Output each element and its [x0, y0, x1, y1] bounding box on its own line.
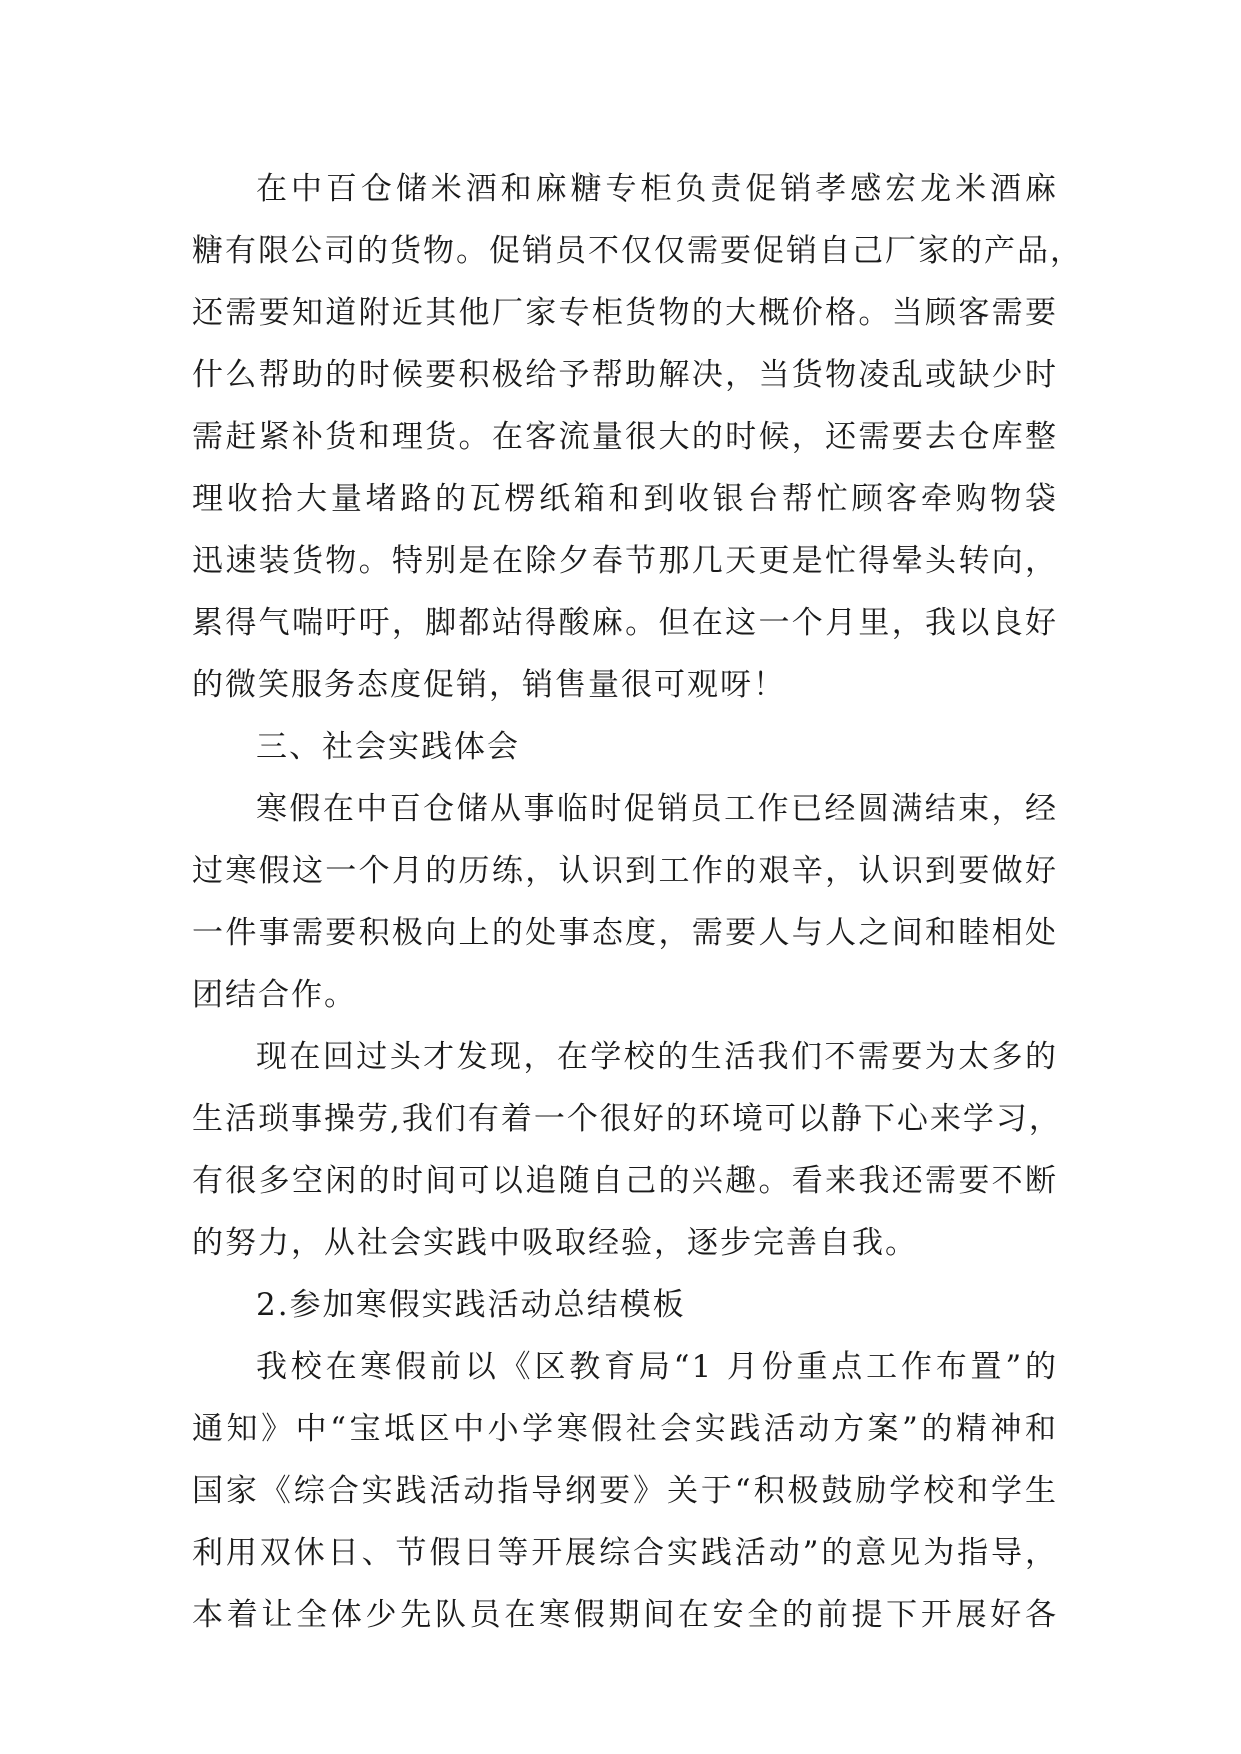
text-line: 的努力，从社会实践中吸取经验，逐步完善自我。 [192, 1225, 918, 1261]
text-line: 什么帮助的时候要积极给予帮助解决，当货物凌乱或缺少时 [192, 357, 1058, 393]
text-line: 累得气喘吁吁，脚都站得酸麻。但在这一个月里，我以良好 [192, 605, 1058, 641]
text-line: 需赶紧补货和理货。在客流量很大的时候，还需要去仓库整 [192, 419, 1058, 455]
text-line: 生活琐事操劳,我们有着一个很好的环境可以静下心来学习， [192, 1101, 1062, 1137]
text-line: 利用双休日、节假日等开展综合实践活动”的意见为指导， [192, 1535, 1058, 1571]
text-line: 有很多空闲的时间可以追随自己的兴趣。看来我还需要不断 [192, 1163, 1058, 1199]
text-line: 一件事需要积极向上的处事态度，需要人与人之间和睦相处 [192, 915, 1058, 951]
text-line: 寒假在中百仓储从事临时促销员工作已经圆满结束，经 [256, 791, 1058, 827]
text-line: 2.参加寒假实践活动总结模板 [256, 1287, 686, 1323]
text-line: 现在回过头才发现，在学校的生活我们不需要为太多的 [256, 1039, 1058, 1075]
text-line: 通知》中“宝坻区中小学寒假社会实践活动方案”的精神和 [192, 1411, 1058, 1447]
text-line: 在中百仓储米酒和麻糖专柜负责促销孝感宏龙米酒麻 [256, 171, 1058, 207]
text-line: 团结合作。 [192, 977, 357, 1013]
text-line: 的微笑服务态度促销，销售量很可观呀！ [192, 667, 786, 703]
text-line: 糖有限公司的货物。促销员不仅仅需要促销自己厂家的产品， [192, 233, 1083, 269]
text-line: 三、社会实践体会 [256, 729, 520, 765]
text-line: 迅速装货物。特别是在除夕春节那几天更是忙得晕头转向， [192, 543, 1058, 579]
text-line: 国家《综合实践活动指导纲要》关于“积极鼓励学校和学生 [192, 1473, 1058, 1509]
document-body [192, 158, 1083, 1646]
text-line: 我校在寒假前以《区教育局“1 月份重点工作布置”的 [256, 1349, 1058, 1385]
text-line: 理收拾大量堵路的瓦楞纸箱和到收银台帮忙顾客牵购物袋 [192, 481, 1058, 517]
text-line: 过寒假这一个月的历练，认识到工作的艰辛，认识到要做好 [192, 853, 1058, 889]
text-line: 本着让全体少先队员在寒假期间在安全的前提下开展好各 [192, 1597, 1058, 1633]
text-line: 还需要知道附近其他厂家专柜货物的大概价格。当顾客需要 [192, 295, 1058, 331]
